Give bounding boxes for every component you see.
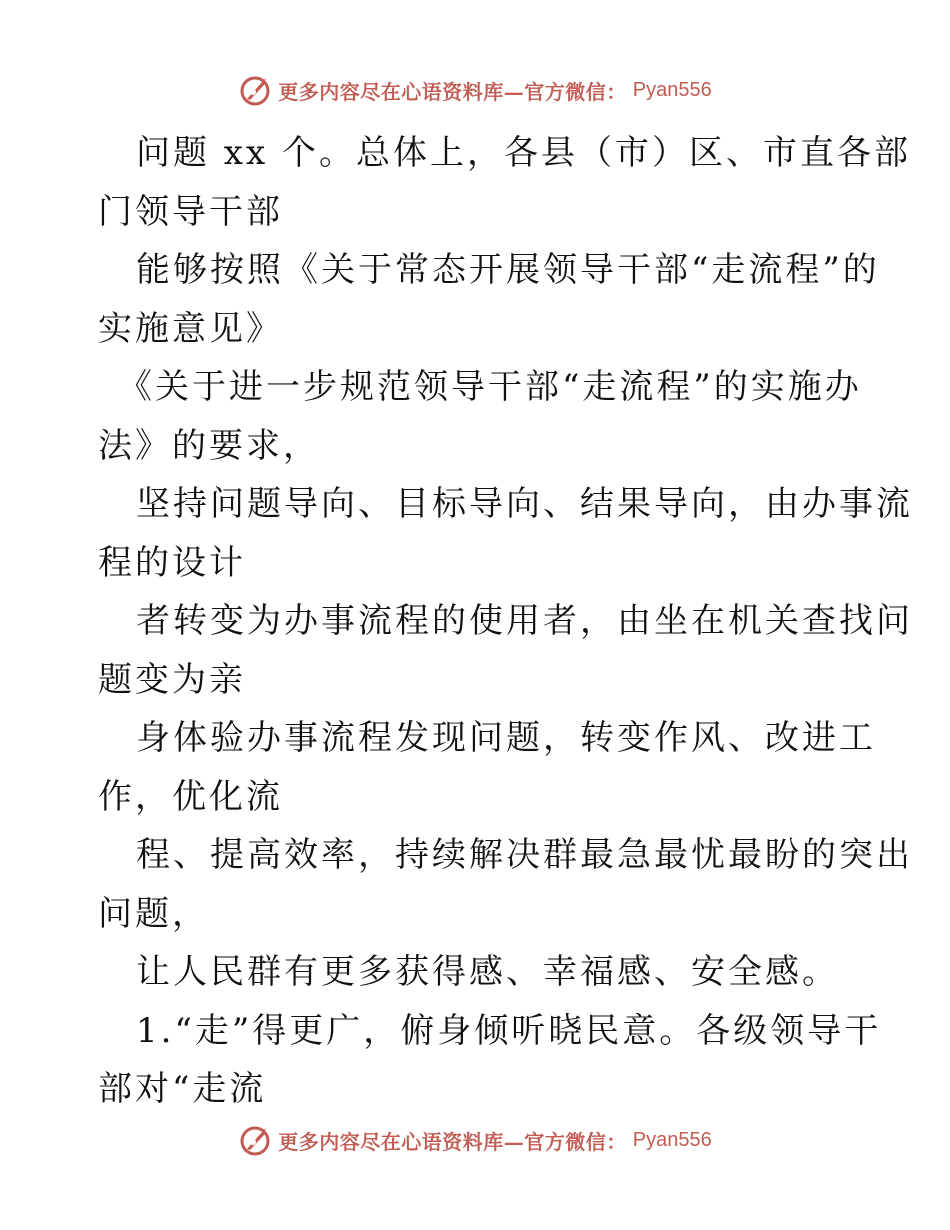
quill-pen-logo-icon bbox=[238, 1123, 272, 1157]
body-line: 法》的要求， bbox=[98, 425, 320, 466]
body-line: 《关于进一步规范领导干部“走流程”的实施办 bbox=[118, 367, 862, 407]
body-line: 作，优化流 bbox=[98, 776, 283, 817]
watermark-text: 更多内容尽在心语资料库—官方微信： bbox=[278, 79, 627, 104]
body-line: 1.“走”得更广，俯身倾听晓民意。各级领导干 bbox=[136, 1010, 882, 1051]
body-line: 部对“走流 bbox=[98, 1069, 267, 1109]
quill-pen-logo-icon bbox=[238, 73, 272, 107]
watermark-wechat-id: Pyan556 bbox=[632, 1128, 712, 1151]
body-line: 程的设计 bbox=[98, 542, 246, 583]
header-watermark bbox=[0, 70, 950, 110]
body-line: 身体验办事流程发现问题，转变作风、改进工 bbox=[136, 718, 876, 758]
body-line: 实施意见》 bbox=[98, 308, 283, 349]
body-line: 者转变为办事流程的使用者，由坐在机关查找问 bbox=[136, 601, 913, 641]
body-line: 让人民群有更多获得感、幸福感、安全感。 bbox=[136, 952, 839, 992]
body-line: 门领导干部 bbox=[98, 191, 283, 232]
body-line: 问题 xx 个。总体上，各县（市）区、市直各部 bbox=[136, 133, 911, 173]
body-line: 问题， bbox=[98, 893, 209, 934]
footer-watermark bbox=[0, 1120, 950, 1160]
body-line: 能够按照《关于常态开展领导干部“走流程”的 bbox=[136, 250, 880, 290]
watermark-text: 更多内容尽在心语资料库—官方微信： bbox=[278, 1129, 627, 1154]
body-line: 坚持问题导向、目标导向、结果导向，由办事流 bbox=[136, 484, 913, 524]
body-line: 题变为亲 bbox=[98, 659, 246, 700]
watermark-wechat-id: Pyan556 bbox=[632, 78, 712, 101]
document-body bbox=[98, 124, 913, 1119]
body-line: 程、提高效率，持续解决群最急最忧最盼的突出 bbox=[136, 835, 913, 875]
